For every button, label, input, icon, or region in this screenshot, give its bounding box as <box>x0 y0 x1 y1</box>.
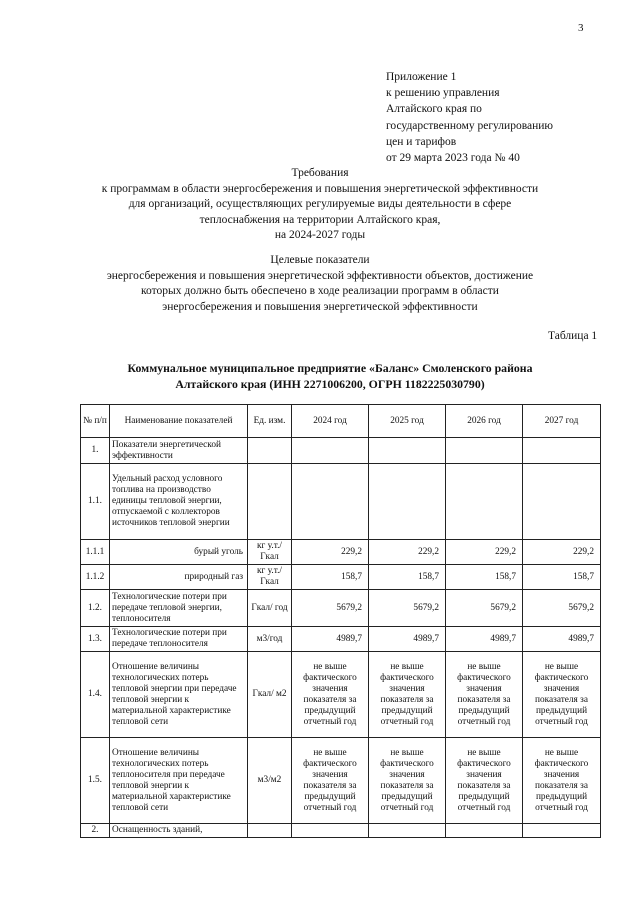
row-value-2025: 5679,2 <box>369 590 446 627</box>
row-value-2025: 4989,7 <box>369 627 446 652</box>
row-name: Отношение величины технологических потерь тепловой энергии при передаче тепловой энергии к материальной характеристике тепловой сети <box>110 652 248 738</box>
row-unit: Гкал/ год <box>248 590 292 627</box>
row-value-2027: 229,2 <box>523 540 601 565</box>
row-value-2025: 229,2 <box>369 540 446 565</box>
row-value-2025 <box>369 464 446 540</box>
targets-line: которых должно быть обеспечено в ходе реализации программ в области <box>141 285 499 298</box>
row-value-2027: 4989,7 <box>523 627 601 652</box>
appendix-line: цен и тарифов <box>386 135 457 148</box>
appendix-line: государственному регулированию <box>386 119 553 132</box>
row-value-2027: не выше фактического значения показателя за предыдущий отчетный год <box>523 652 601 738</box>
row-value-2026 <box>446 464 523 540</box>
row-value-2024: 229,2 <box>292 540 369 565</box>
header-unit: Ед. изм. <box>248 405 292 438</box>
row-name: Показатели энергетической эффективности <box>110 438 248 464</box>
row-unit: Гкал/ м2 <box>248 652 292 738</box>
targets-line: энергосбережения и повышения энергетической эффективности объектов, достижение <box>106 269 534 282</box>
appendix-block <box>386 69 553 166</box>
page-number: 3 <box>578 22 584 34</box>
row-value-2026: не выше фактического значения показателя за предыдущий отчетный год <box>446 652 523 738</box>
appendix-line: от 29 марта 2023 года № 40 <box>386 152 520 165</box>
table-row <box>81 627 601 652</box>
requirements-line: для организаций, осуществляющих регулируемые виды деятельности в сфере <box>128 198 512 211</box>
row-value-2026: 158,7 <box>446 565 523 590</box>
targets-line: энергосбережения и повышения энергетической эффективности <box>162 300 478 313</box>
row-value-2025: не выше фактического значения показателя за предыдущий отчетный год <box>369 652 446 738</box>
row-value-2027 <box>523 464 601 540</box>
table-label: Таблица 1 <box>548 330 598 342</box>
appendix-line: Приложение 1 <box>386 71 457 83</box>
row-value-2027: 158,7 <box>523 565 601 590</box>
header-2026: 2026 год <box>446 405 523 438</box>
organization-title <box>100 360 560 392</box>
row-num: 1.1. <box>81 464 110 540</box>
row-value-2024: 5679,2 <box>292 590 369 627</box>
requirements-line: на 2024-2027 годы <box>274 229 366 242</box>
row-value-2024: 158,7 <box>292 565 369 590</box>
row-unit: м3/м2 <box>248 738 292 824</box>
row-num: 1.4. <box>81 652 110 738</box>
header-2024: 2024 год <box>292 405 369 438</box>
header-2027: 2027 год <box>523 405 601 438</box>
targets-heading <box>60 253 580 315</box>
row-name: Технологические потери при передаче тепловой энергии, теплоносителя <box>110 590 248 627</box>
organization-line: Алтайского края (ИНН 2271006200, ОГРН 1182225030790) <box>175 377 485 391</box>
row-value-2026: не выше фактического значения показателя за предыдущий отчетный год <box>446 738 523 824</box>
table-row <box>81 540 601 565</box>
row-value-2026 <box>446 824 523 838</box>
header-2025: 2025 год <box>369 405 446 438</box>
row-value-2026: 229,2 <box>446 540 523 565</box>
row-num: 1.5. <box>81 738 110 824</box>
table-row <box>81 565 601 590</box>
row-unit <box>248 824 292 838</box>
row-value-2027 <box>523 438 601 464</box>
row-num: 1.1.2 <box>81 565 110 590</box>
table-header-row <box>81 405 601 438</box>
requirements-line: Требования <box>291 167 349 179</box>
row-name: Оснащенность зданий, <box>110 824 248 838</box>
appendix-line: Алтайского края по <box>386 103 482 116</box>
row-name: Удельный расход условного топлива на производство единицы тепловой энергии, отпускаемой с коллекторов источников тепловой энергии <box>110 464 248 540</box>
table-row <box>81 652 601 738</box>
table-row <box>81 824 601 838</box>
table-row <box>81 590 601 627</box>
row-value-2026 <box>446 438 523 464</box>
appendix-line: к решению управления <box>386 87 500 100</box>
table-row <box>81 438 601 464</box>
row-value-2024: не выше фактического значения показателя за предыдущий отчетный год <box>292 652 369 738</box>
row-value-2027: не выше фактического значения показателя за предыдущий отчетный год <box>523 738 601 824</box>
requirements-line: к программам в области энергосбережения и повышения энергетической эффективности <box>101 182 539 195</box>
row-value-2027: 5679,2 <box>523 590 601 627</box>
row-value-2024 <box>292 824 369 838</box>
row-value-2024: 4989,7 <box>292 627 369 652</box>
row-value-2025: 158,7 <box>369 565 446 590</box>
organization-line: Коммунальное муниципальное предприятие «Баланс» Смоленского района <box>127 361 533 375</box>
requirements-heading <box>60 166 580 244</box>
row-unit: кг у.т./ Гкал <box>248 565 292 590</box>
row-unit: кг у.т./ Гкал <box>248 540 292 565</box>
header-name: Наименование показателей <box>110 405 248 438</box>
row-num: 1.3. <box>81 627 110 652</box>
row-value-2025: не выше фактического значения показателя за предыдущий отчетный год <box>369 738 446 824</box>
row-name: природный газ <box>110 565 248 590</box>
row-value-2025 <box>369 824 446 838</box>
row-value-2027 <box>523 824 601 838</box>
row-num: 1.1.1 <box>81 540 110 565</box>
indicators-table <box>80 404 601 838</box>
row-value-2024: не выше фактического значения показателя за предыдущий отчетный год <box>292 738 369 824</box>
table-row <box>81 738 601 824</box>
row-name: бурый уголь <box>110 540 248 565</box>
header-num: № п/п <box>81 405 110 438</box>
row-unit <box>248 464 292 540</box>
row-num: 2. <box>81 824 110 838</box>
row-name: Отношение величины технологических потерь теплоносителя при передаче тепловой энергии к материальной характеристике тепловой сети <box>110 738 248 824</box>
row-unit: м3/год <box>248 627 292 652</box>
row-value-2026: 4989,7 <box>446 627 523 652</box>
table-row <box>81 464 601 540</box>
row-value-2024 <box>292 438 369 464</box>
row-num: 1. <box>81 438 110 464</box>
targets-line: Целевые показатели <box>270 254 370 266</box>
requirements-line: теплоснабжения на территории Алтайского края, <box>199 213 441 226</box>
row-value-2026: 5679,2 <box>446 590 523 627</box>
row-value-2024 <box>292 464 369 540</box>
row-name: Технологические потери при передаче теплоносителя <box>110 627 248 652</box>
row-unit <box>248 438 292 464</box>
row-num: 1.2. <box>81 590 110 627</box>
row-value-2025 <box>369 438 446 464</box>
